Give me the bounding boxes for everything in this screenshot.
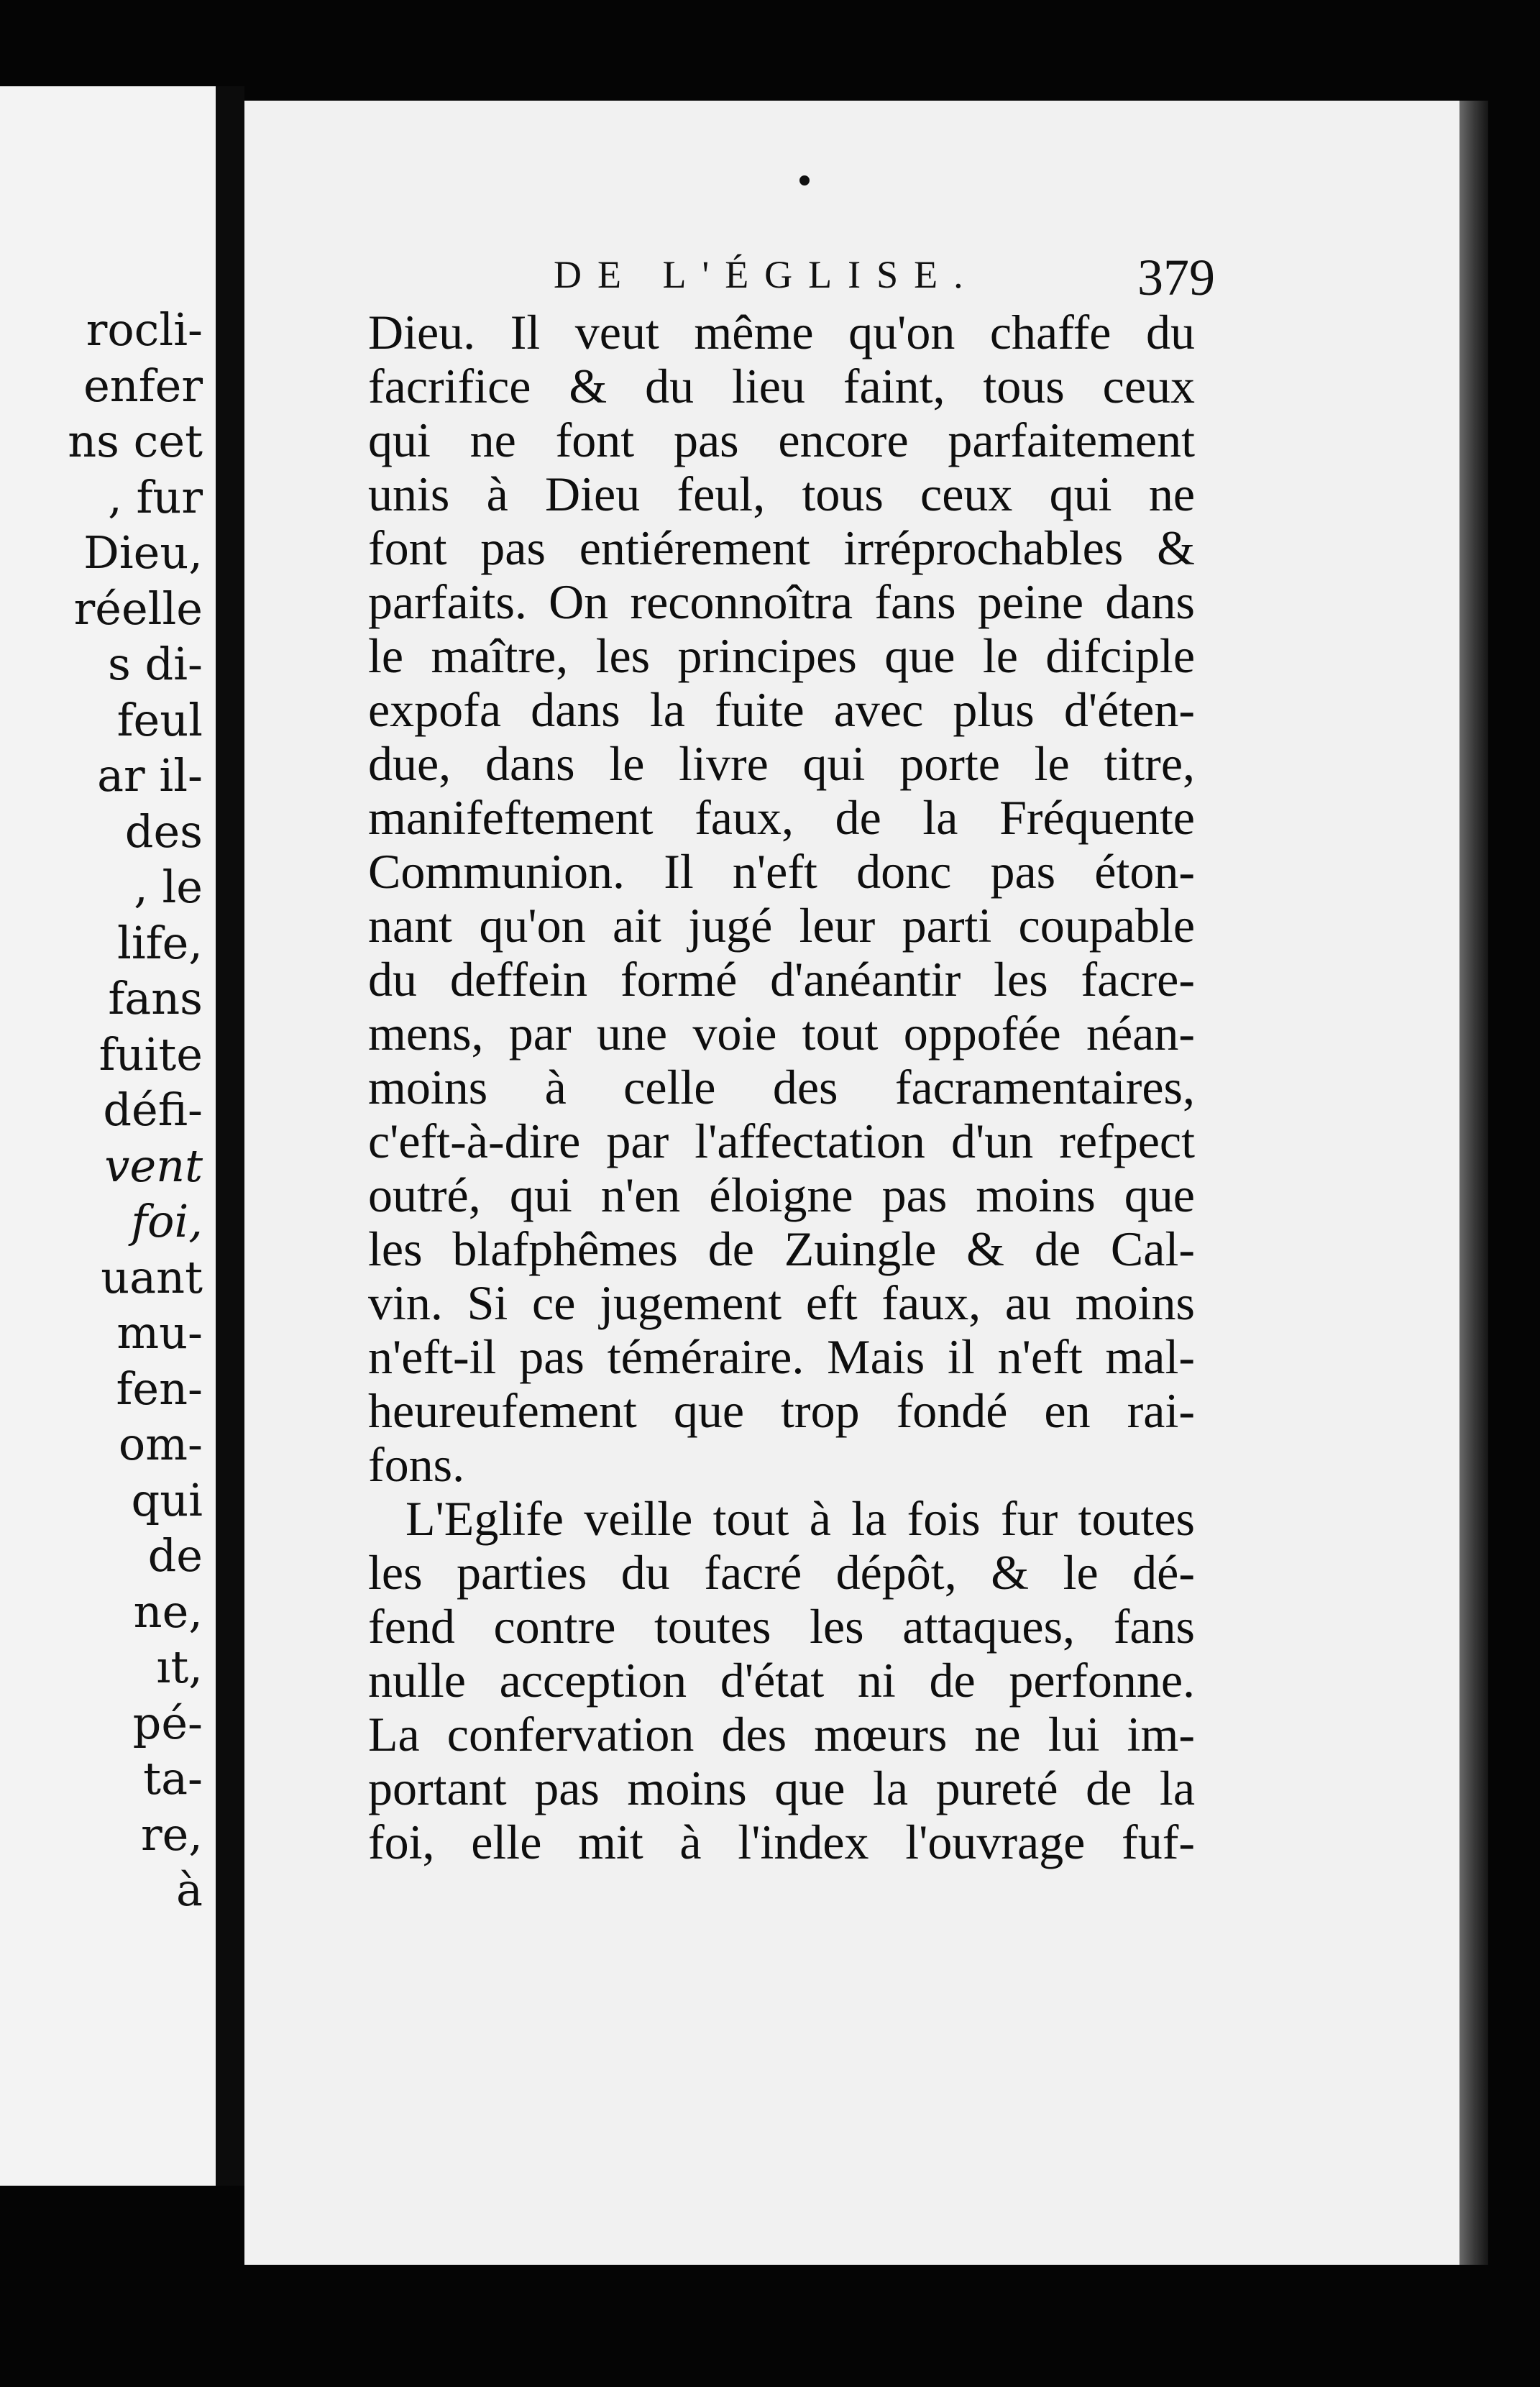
- book-gutter: [216, 86, 244, 2186]
- text-line: font pas entiérement irréprochables &: [368, 521, 1195, 575]
- text-line: unis à Dieu feul, tous ceux qui ne: [368, 467, 1195, 521]
- running-head: [554, 248, 1215, 313]
- text-line: facrifice & du lieu faint, tous ceux: [368, 359, 1195, 413]
- left-page-line: réelle: [73, 582, 203, 635]
- text-line: fend contre toutes les attaques, fans: [368, 1599, 1195, 1654]
- text-line: fons.: [368, 1437, 465, 1492]
- ink-spot: [799, 175, 810, 185]
- left-page-line: ta-: [143, 1752, 203, 1805]
- left-page-line: pé-: [132, 1696, 203, 1749]
- left-page-line: ar il-: [97, 749, 203, 802]
- text-line: portant pas moins que la pureté de la: [368, 1761, 1195, 1815]
- text-line: parfaits. On reconnoîtra fans peine dans: [368, 574, 1195, 629]
- text-line: moins à celle des facramentaires,: [368, 1060, 1195, 1114]
- running-title: DE L'ÉGLISE.: [554, 253, 979, 296]
- page-edge: [1459, 101, 1488, 2265]
- left-page-line: life,: [116, 916, 203, 969]
- left-page-line: mu-: [116, 1306, 203, 1359]
- text-line: n'eft-il pas téméraire. Mais il n'eft mal-: [368, 1329, 1195, 1384]
- left-page: [0, 86, 216, 2186]
- text-line: les blafphêmes de Zuingle & de Cal-: [368, 1222, 1195, 1276]
- left-page-line: s di-: [108, 638, 203, 690]
- text-line: manifeftement faux, de la Fréquente: [368, 790, 1195, 845]
- left-page-line: , le: [134, 861, 203, 913]
- left-page-line: Dieu,: [83, 526, 203, 579]
- text-line: qui ne font pas encore parfaitement: [368, 413, 1195, 467]
- text-line: L'Eglife veille tout à la fois fur toutes: [405, 1491, 1195, 1546]
- left-page-line: foi,: [131, 1195, 203, 1247]
- text-line: Communion. Il n'eft donc pas éton-: [368, 844, 1195, 899]
- left-page-line: fans: [108, 972, 203, 1025]
- text-line: vin. Si ce jugement eft faux, au moins: [368, 1275, 1195, 1330]
- text-line: mens, par une voie tout oppofée néan-: [368, 1006, 1195, 1060]
- left-page-line: , fur: [108, 470, 203, 523]
- text-line: due, dans le livre qui porte le titre,: [368, 736, 1195, 791]
- page-number: 379: [1137, 249, 1215, 306]
- left-page-line: ns cet: [68, 415, 203, 467]
- text-line: c'eft-à-dire par l'affectation d'un refpect: [368, 1114, 1195, 1168]
- text-line: outré, qui n'en éloigne pas moins que: [368, 1168, 1195, 1222]
- left-page-line: qui: [131, 1473, 203, 1526]
- left-page-line: enfer: [83, 359, 203, 412]
- left-page-line: fuite: [98, 1027, 203, 1081]
- text-line: La confervation des mœurs ne lui im-: [368, 1707, 1195, 1761]
- left-page-line: de: [147, 1529, 203, 1582]
- left-page-line: ne,: [133, 1585, 203, 1638]
- left-page-line: à: [176, 1864, 203, 1916]
- text-line: expofa dans la fuite avec plus d'éten-: [368, 682, 1195, 737]
- left-page-line: vent: [104, 1139, 203, 1192]
- text-line: nant qu'on ait jugé leur parti coupable: [368, 898, 1195, 953]
- left-page-line: ıt,: [156, 1641, 203, 1693]
- left-page-line: om-: [118, 1418, 203, 1470]
- left-page-line: re,: [140, 1808, 203, 1861]
- left-page-line: feul: [116, 693, 203, 746]
- body-text: [368, 306, 1195, 1869]
- text-line: nulle acception d'état ni de perfonne.: [368, 1653, 1195, 1708]
- text-line: le maître, les principes que le difciple: [368, 628, 1195, 683]
- left-page-line: uant: [101, 1250, 203, 1304]
- text-line: du deffein formé d'anéantir les facre-: [368, 952, 1195, 1007]
- left-page-text: [0, 302, 208, 1918]
- text-line: les parties du facré dépôt, & le dé-: [368, 1545, 1195, 1600]
- left-page-line: fen-: [116, 1362, 203, 1415]
- text-line: Dieu. Il veut même qu'on chaffe du: [368, 305, 1195, 359]
- left-page-line: défi-: [103, 1083, 203, 1136]
- text-line: heureufement que trop fondé en rai-: [368, 1383, 1195, 1438]
- text-line: foi, elle mit à l'index l'ouvrage fuf-: [368, 1815, 1195, 1869]
- left-page-line: rocli-: [86, 303, 203, 356]
- left-page-line: des: [124, 805, 203, 858]
